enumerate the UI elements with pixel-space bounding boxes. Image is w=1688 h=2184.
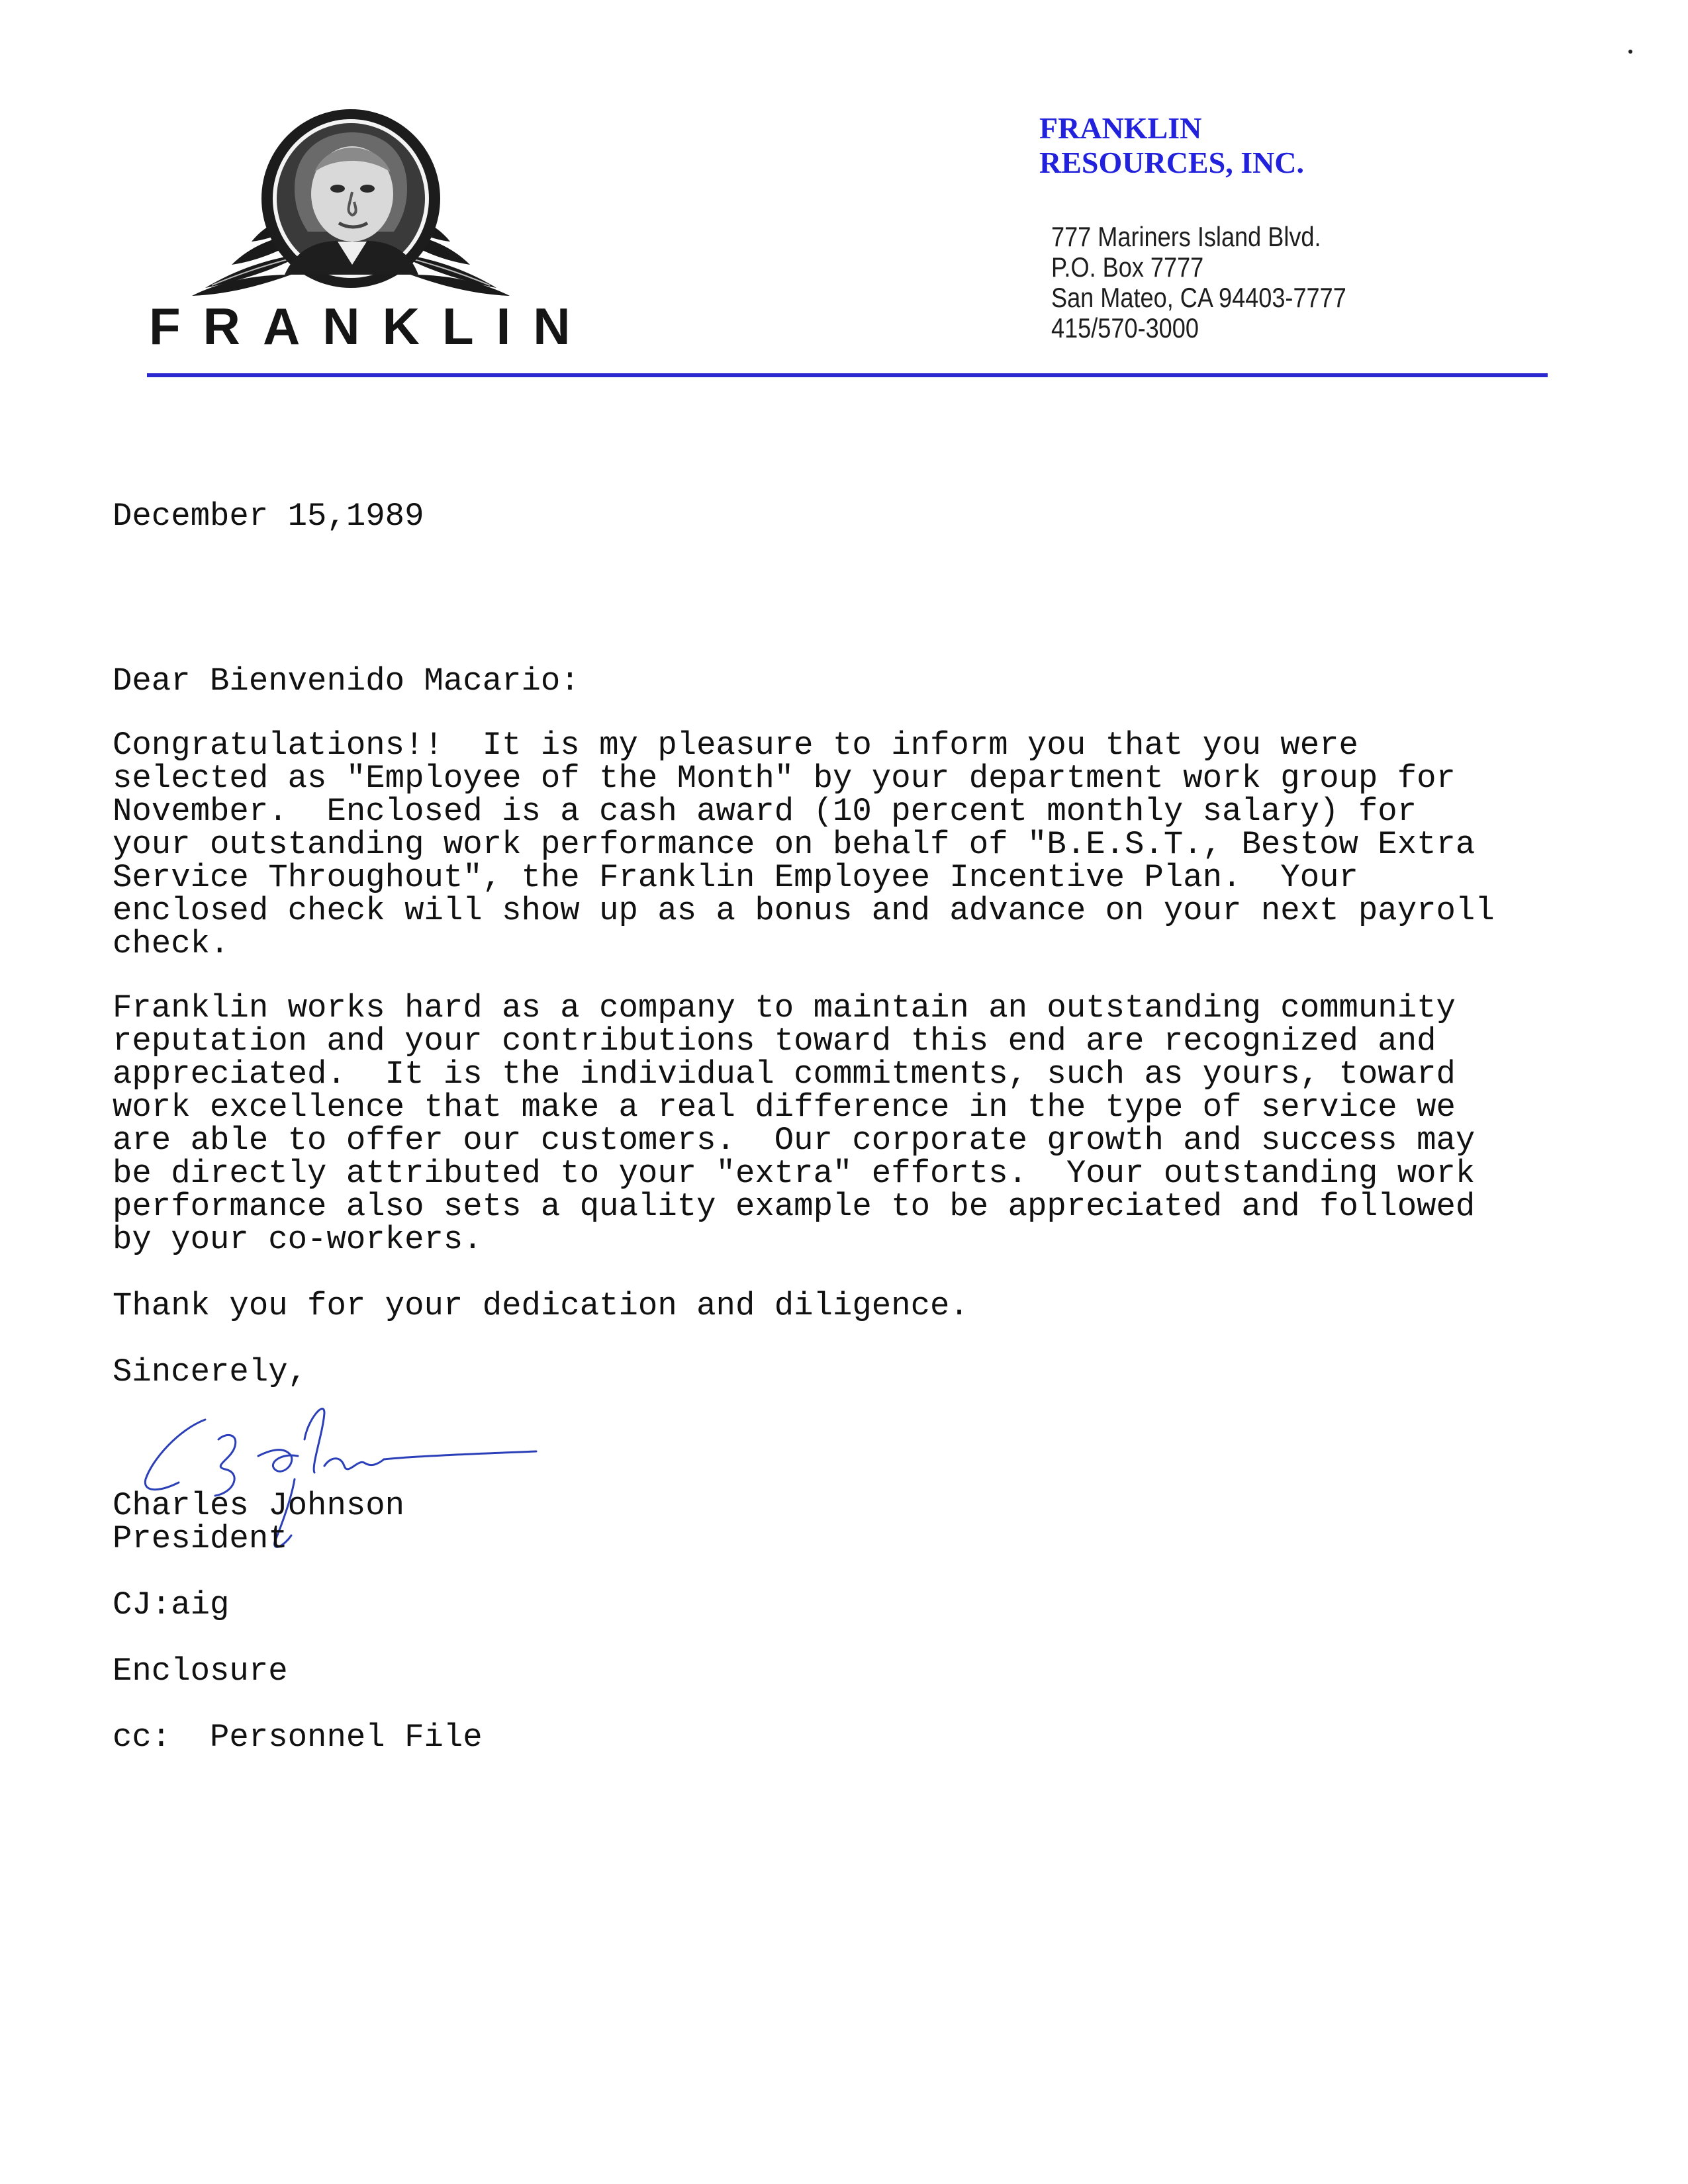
complimentary-close: Sincerely, (113, 1353, 308, 1390)
signer-name: Charles Johnson (113, 1487, 405, 1524)
body-paragraph-1: Congratulations!! It is my pleasure to inform you that you were selected as "Employee of the Month" by your department work group for November. Enclosed is a cash award (10 percent monthly salary) for your outstanding work performance on behalf of "B.E.S.T., Bestow Extra Service Throughout", the Franklin Employee Incentive Plan. Your enclosed check will show up as a bonus and advance on your next payroll check. (113, 727, 1495, 962)
body-paragraph-3: Thank you for your dedication and diligence. (113, 1287, 969, 1324)
cc-notation: cc: Personnel File (113, 1719, 483, 1756)
company-name (1039, 111, 1304, 180)
letterhead-divider (147, 373, 1548, 377)
letter-date: December 15,1989 (113, 498, 424, 535)
franklin-portrait-emblem-icon (179, 109, 523, 301)
signer-title: President (113, 1520, 288, 1557)
address-po-box: P.O. Box 7777 (1051, 251, 1204, 283)
company-address (1051, 222, 1346, 343)
logo-wordmark: FRANKLIN (149, 297, 593, 355)
franklin-logo (149, 109, 593, 355)
address-city: San Mateo, CA 94403-7777 (1051, 282, 1346, 313)
salutation: Dear Bienvenido Macario: (113, 662, 580, 700)
body-paragraph-2: Franklin works hard as a company to maintain an outstanding community reputation and your contributions toward this end are recognized and appreciated. It is the individual commitments, such as yours, toward work excellence that make a real difference in the type of service we are able to offer our customers. Our corporate growth and success may be directly attributed to your "extra" efforts. Your outstanding work performance also sets a quality example to be appreciated and followed by your co-workers. (113, 989, 1476, 1258)
company-name-line-2: RESOURCES, INC. (1039, 146, 1305, 179)
enclosure-notation: Enclosure (113, 1653, 288, 1690)
address-phone: 415/570-3000 (1051, 312, 1199, 343)
scan-speck (1628, 50, 1632, 54)
address-street: 777 Mariners Island Blvd. (1051, 221, 1321, 252)
reference-initials: CJ:aig (113, 1586, 230, 1623)
company-name-line-1: FRANKLIN (1039, 111, 1202, 145)
